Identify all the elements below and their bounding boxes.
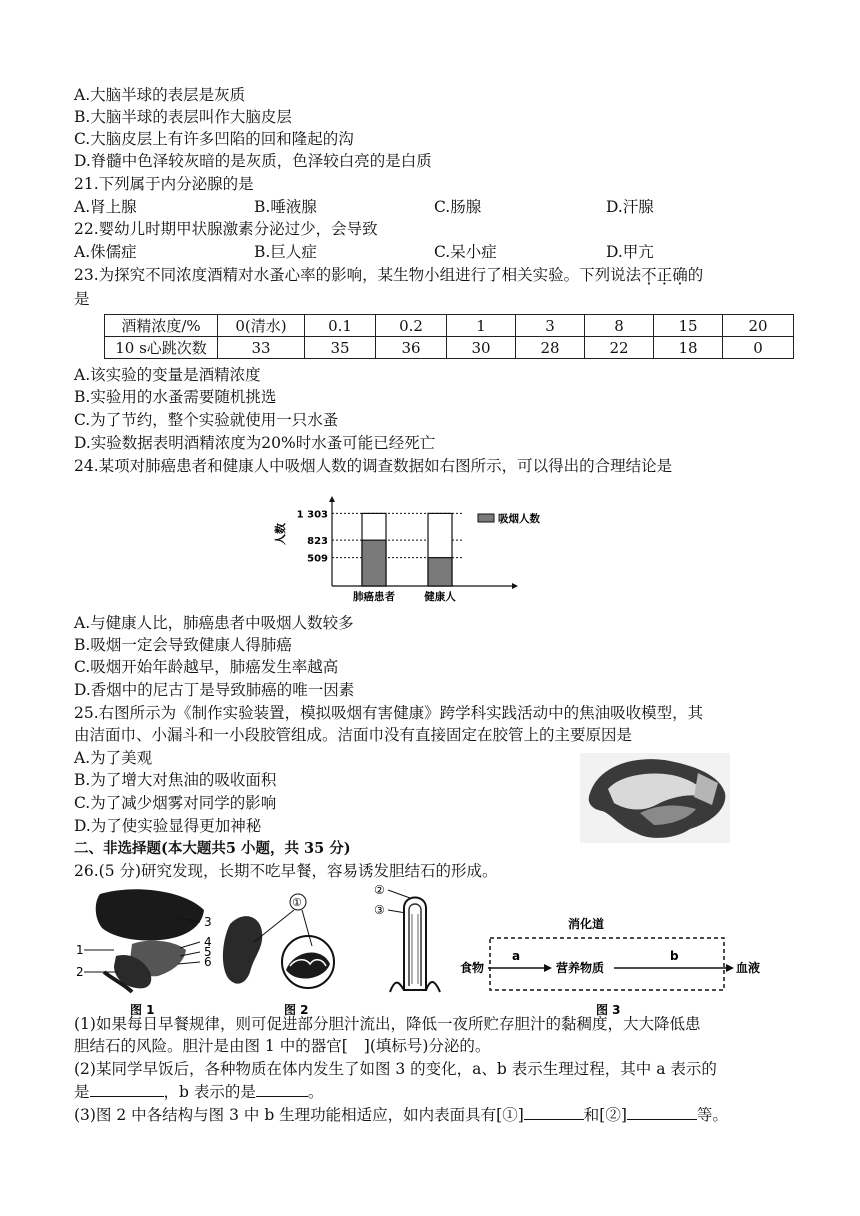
q21-option-d: D.汗腺 (606, 198, 654, 216)
q25-option-b: B.为了增大对焦油的吸收面积 (74, 771, 277, 789)
y-tick-label: 1 303 (296, 509, 328, 521)
alcohol-heart-rate-table (104, 314, 794, 359)
q25-option-c: C.为了减少烟雾对同学的影响 (74, 794, 277, 812)
y-axis-label: 人数 (274, 523, 287, 545)
q21-option-b: B.唾液腺 (254, 198, 317, 216)
q22-option-d: D.甲亢 (606, 243, 654, 261)
table-cell: 28 (516, 337, 585, 359)
q23-option-a: A.该实验的变量是酒精浓度 (74, 366, 261, 384)
q23-option-b: B.实验用的水蚤需要随机挑选 (74, 388, 277, 406)
table-cell: 22 (585, 337, 654, 359)
emphasis-char: 正 (656, 266, 673, 284)
answer-blank-b[interactable] (256, 1080, 308, 1097)
fig1-label-4: 4 (204, 935, 212, 949)
q23-stem: 23.为探究不同浓度酒精对水蚤心率的影响，某生物小组进行了相关实验。下列说法不正确的 (74, 266, 704, 284)
emphasis-char: 不 (641, 266, 657, 284)
q25-stem-line2: 由洁面巾、小漏斗和一小段胶管组成。洁面巾没有直接固定在胶管上的主要原因是 (74, 726, 633, 744)
table-cell: 0 (723, 337, 794, 359)
table-cell: 33 (218, 337, 305, 359)
table-cell: 0.2 (376, 315, 447, 337)
q25-stem-line1: 25.右图所示为《制作实验装置，模拟吸烟有害健康》跨学科实践活动中的焦油吸收模型，其 (74, 704, 704, 722)
y-axis-arrow (329, 496, 335, 502)
table-cell: 8 (585, 315, 654, 337)
table-cell: 0(清水) (218, 315, 305, 337)
table-row (105, 337, 794, 359)
q24-stem: 24.某项对肺癌患者和健康人中吸烟人数的调查数据如右图所示，可以得出的合理结论是 (74, 457, 673, 475)
figure-3-flow-diagram (460, 916, 760, 1017)
q22-option-b: B.巨人症 (254, 243, 317, 261)
answer-blank-a[interactable] (90, 1080, 164, 1097)
emphasis-char: 确 (672, 266, 688, 284)
table-cell: 20 (723, 315, 794, 337)
legend-label: 吸烟人数 (498, 513, 540, 525)
q26-part1-line2: 胆结石的风险。胆汁是由图 1 中的器官[ ](填标号)分泌的。 (74, 1037, 491, 1055)
q26-part2-line1: (2)某同学早饭后，各种物质在体内发生了如图 3 的变化，a、b 表示生理过程，其中 a 表示的 (74, 1060, 717, 1078)
fig2-label-1: ① (292, 896, 302, 909)
figure-1-caption: 图 1 (130, 1003, 155, 1017)
table-cell: 3 (516, 315, 585, 337)
table-cell: 18 (654, 337, 723, 359)
table-cell: 30 (447, 337, 516, 359)
q25-option-a: A.为了美观 (74, 749, 153, 767)
table-cell: 1 (447, 315, 516, 337)
q23-option-d: D.实验数据表明酒精浓度为20%时水蚤可能已经死亡 (74, 434, 436, 452)
fig1-label-5: 5 (204, 945, 212, 959)
figure-1-digestive-organs (76, 889, 212, 1017)
section-heading: 二、非选择题(本大题共5 小题，共 35 分) (74, 840, 351, 857)
q21-option-c: C.肠腺 (434, 198, 482, 216)
figure-2-small-intestine (223, 894, 334, 1017)
legend-swatch (478, 514, 494, 522)
fig3-a: a (512, 949, 521, 963)
tar-absorption-model-photo (580, 753, 730, 843)
q26-figures (74, 880, 794, 1020)
q20-option-c: C.大脑皮层上有许多凹陷的回和隆起的沟 (74, 130, 354, 148)
q24-option-d: D.香烟中的尼古丁是导致肺癌的唯一因素 (74, 681, 355, 699)
q21-option-a: A.肾上腺 (74, 198, 137, 216)
table-cell: 酒精浓度/% (105, 315, 218, 337)
x-axis-arrow (512, 583, 518, 589)
fig3-nutrient: 营养物质 (556, 961, 605, 975)
bar-smokers (428, 558, 452, 586)
smoking-bar-chart (270, 496, 570, 606)
table-cell: 15 (654, 315, 723, 337)
x-tick-label: 健康人 (424, 591, 456, 603)
bar-smokers (362, 540, 386, 586)
q24-option-b: B.吸烟一定会导致健康人得肺癌 (74, 636, 292, 654)
answer-blank-2[interactable] (627, 1103, 697, 1120)
q21-stem: 21.下列属于内分泌腺的是 (74, 175, 254, 193)
q22-option-a: A.侏儒症 (74, 243, 137, 261)
answer-blank-1[interactable] (524, 1103, 584, 1120)
fig3-box-label: 消化道 (568, 917, 605, 931)
villus-label-2: ② (374, 883, 385, 897)
q25-option-d: D.为了使实验显得更加神秘 (74, 817, 262, 835)
fig3-food: 食物 (460, 961, 485, 975)
villus-label-3: ③ (374, 903, 385, 917)
q26-part3: (3)图 2 中各结构与图 3 中 b 生理功能相适应，如内表面具有[①] 和[②] 等。 (74, 1103, 728, 1126)
figure-3-caption: 图 3 (596, 1003, 621, 1017)
table-cell: 35 (305, 337, 376, 359)
table-cell: 0.1 (305, 315, 376, 337)
fig1-label-2: 2 (76, 965, 84, 979)
figure-2-caption: 图 2 (284, 1003, 309, 1017)
q26-part1-line1: (1)如果每日早餐规律，则可促进部分胆汁流出，降低一夜所贮存胆汁的黏稠度，大大降低患 (74, 1015, 701, 1033)
table-header-row (105, 315, 794, 337)
x-tick-label: 肺癌患者 (353, 591, 395, 603)
fig1-label-6: 6 (204, 955, 212, 969)
q20-option-b: B.大脑半球的表层叫作大脑皮层 (74, 108, 292, 126)
fig3-blood: 血液 (736, 961, 761, 975)
q20-option-d: D.脊髓中色泽较灰暗的是灰质，色泽较白亮的是白质 (74, 152, 432, 170)
villus-detail (374, 883, 440, 992)
y-tick-label: 509 (307, 553, 328, 565)
q24-option-a: A.与健康人比，肺癌患者中吸烟人数较多 (74, 614, 354, 632)
q23-stem-line2: 是 (74, 290, 90, 308)
fig1-label-3: 3 (204, 915, 212, 929)
fig1-label-1: 1 (76, 943, 84, 957)
y-tick-label: 823 (307, 536, 328, 548)
q23-option-c: C.为了节约，整个实验就使用一只水蚤 (74, 411, 339, 429)
q26-part2-line2: 是 ，b 表示的是 。 (74, 1080, 323, 1103)
q24-option-c: C.吸烟开始年龄越早，肺癌发生率越高 (74, 658, 339, 676)
q22-stem: 22.婴幼儿时期甲状腺激素分泌过少，会导致 (74, 220, 378, 238)
table-cell: 36 (376, 337, 447, 359)
q20-option-a: A.大脑半球的表层是灰质 (74, 86, 246, 104)
q22-option-c: C.呆小症 (434, 243, 497, 261)
q26-stem: 26.(5 分)研究发现，长期不吃早餐，容易诱发胆结石的形成。 (74, 862, 498, 880)
table-cell: 10 s心跳次数 (105, 337, 218, 359)
fig3-b: b (670, 949, 679, 963)
